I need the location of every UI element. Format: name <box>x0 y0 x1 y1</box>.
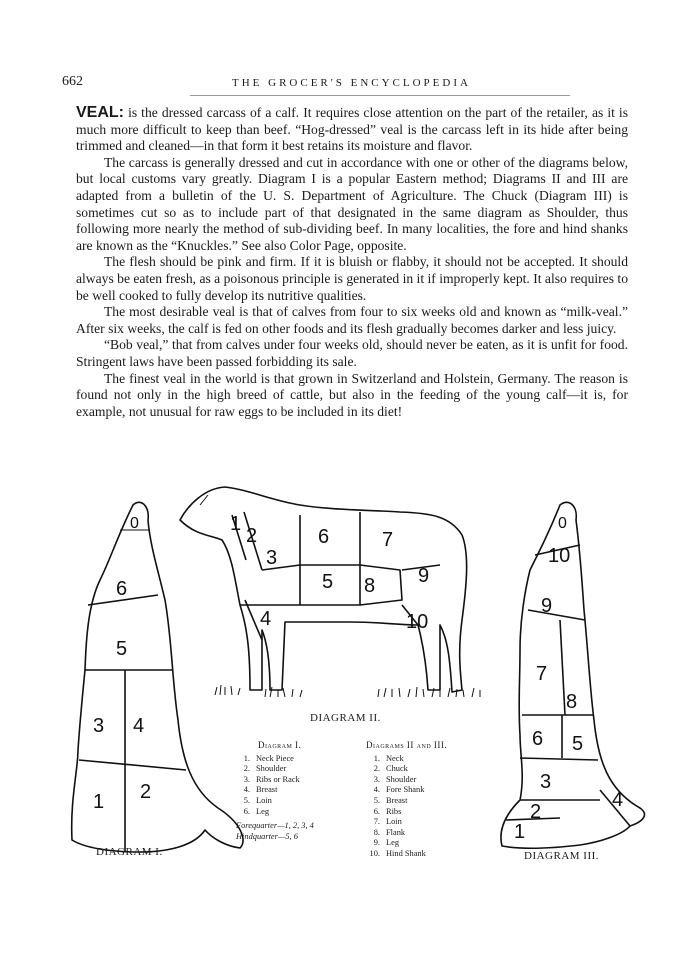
d3-label-7: 7 <box>536 663 548 685</box>
paragraph-1-text: is the dressed carcass of a calf. It requires close attention on the part of the retailer, as it is much more difficult to keep than beef. “Hog-dressed” veal is the carcass left in its hide after being trimmed and cleaned—in that form it best retains its moisture and flavor. <box>76 105 628 154</box>
legend-2-item: 4. Fore Shank <box>373 785 425 795</box>
d3-label-2: 2 <box>530 801 542 823</box>
d2-label-4: 4 <box>260 608 272 630</box>
legend-2-item: 5. Breast <box>373 795 408 805</box>
d2-label-7: 7 <box>382 529 394 551</box>
d3-label-6: 6 <box>532 728 544 750</box>
lead-word: VEAL: <box>76 104 124 121</box>
article-body <box>76 105 628 420</box>
d2-label-2: 2 <box>246 525 258 547</box>
diagram-2-caption: DIAGRAM II. <box>310 712 381 724</box>
legend-diagram-1 <box>236 740 314 842</box>
legend-1-list <box>236 754 314 818</box>
legend-2-item: 9. Leg <box>373 838 400 848</box>
legend-2-item: 10. Hind Shank <box>369 848 426 858</box>
d3-label-0: 0 <box>558 515 567 532</box>
d2-label-10: 10 <box>406 611 429 633</box>
forequarter-note: Forequarter—1, 2, 3, 4 <box>236 821 314 831</box>
d2-label-5: 5 <box>322 571 334 593</box>
legend-1-title: Diagram I. <box>258 740 302 750</box>
d1-label-6: 6 <box>116 578 128 600</box>
legend-2-item: 6. Ribs <box>373 806 402 816</box>
legend-1-item: 3. Ribs or Rack <box>243 774 300 784</box>
d3-label-1: 1 <box>514 821 526 843</box>
d1-label-5: 5 <box>116 638 128 660</box>
legend-1-item: 1. Neck Piece <box>243 753 294 763</box>
legend-2-item: 3. Shoulder <box>373 774 417 784</box>
legend-1-item: 6. Leg <box>243 806 270 816</box>
d3-label-4: 4 <box>612 789 624 811</box>
d1-label-1: 1 <box>93 791 105 813</box>
diagram-2-labels <box>230 513 429 633</box>
legend-1-item: 5. Loin <box>243 795 272 805</box>
paragraph-5: “Bob veal,” that from calves under four weeks old, should never be eaten, as it is unfit for food. Stringent laws have been passed forbidding its sale. <box>76 337 628 369</box>
d3-label-10: 10 <box>548 545 571 567</box>
d2-label-6: 6 <box>318 526 330 548</box>
diagram-3-labels <box>514 515 623 843</box>
d2-label-9: 9 <box>418 565 430 587</box>
diagram-1-caption: DIAGRAM I. <box>96 846 163 858</box>
d2-label-1: 1 <box>230 513 242 535</box>
legend-2-item: 2. Chuck <box>373 764 408 774</box>
paragraph-4: The most desirable veal is that of calves from four to six weeks old and known as “milk-veal.” After six weeks, the calf is fed on other foods and its flesh gradually becomes darker and less juicy. <box>76 304 628 336</box>
paragraph-3: The flesh should be pink and firm. If it is bluish or flabby, it should not be accepted. It should always be eaten fresh, as a poisonous principle is generated in it if improperly kept. It also requires to be well cooked to fully develop its nutritive qualities. <box>76 254 628 303</box>
legend-1-item: 4. Breast <box>243 785 278 795</box>
header-rule <box>190 95 570 96</box>
d1-label-3: 3 <box>93 715 105 737</box>
d3-label-5: 5 <box>572 733 584 755</box>
d2-label-8: 8 <box>364 575 376 597</box>
diagram-3-caption: DIAGRAM III. <box>524 850 600 862</box>
running-head: THE GROCER'S ENCYCLOPEDIA <box>232 77 471 89</box>
legend-2-item: 1. Neck <box>373 753 404 763</box>
legend-2-list <box>366 754 447 860</box>
diagram-1-labels <box>93 515 151 813</box>
d3-label-9: 9 <box>541 595 553 617</box>
paragraph-6: The finest veal in the world is that grown in Switzerland and Holstein, Germany. The reason is found not only in the high breed of cattle, but also in the feeding of the young calf—it is, for example, not unusual for raw eggs to be included in its diet! <box>76 370 628 419</box>
legend-1-item: 2. Shoulder <box>243 764 287 774</box>
legend-2-title: Diagrams II and III. <box>366 740 448 750</box>
d1-label-0: 0 <box>130 515 139 532</box>
d1-label-4: 4 <box>133 715 145 737</box>
paragraph-2: The carcass is generally dressed and cut in accordance with one or other of the diagrams below, but local customs vary greatly. Diagram I is a popular Eastern method; Diagrams II and III are adapted from a bulletin of the U. S. Department of Agriculture. The Chuck (Diagram III) is sometimes cut so as to include part of that designated in the same diagram as Shoulder, thus following more nearly the method of sub-dividing beef. In many localities, the fore and hind shanks are known as the “Knuckles.” See also Color Page, opposite. <box>76 154 628 253</box>
d1-label-2: 2 <box>140 781 152 803</box>
hindquarter-note: Hindquarter—5, 6 <box>236 831 298 841</box>
legend-2-item: 7. Loin <box>373 817 402 827</box>
legend-diagrams-2-3 <box>366 740 447 860</box>
d3-label-3: 3 <box>540 771 552 793</box>
d3-label-8: 8 <box>566 691 578 713</box>
legend-2-item: 8. Flank <box>373 827 406 837</box>
paragraph-1 <box>76 105 628 155</box>
d2-label-3: 3 <box>266 547 278 569</box>
page-number: 662 <box>62 74 83 89</box>
cut-diagrams <box>0 470 700 890</box>
